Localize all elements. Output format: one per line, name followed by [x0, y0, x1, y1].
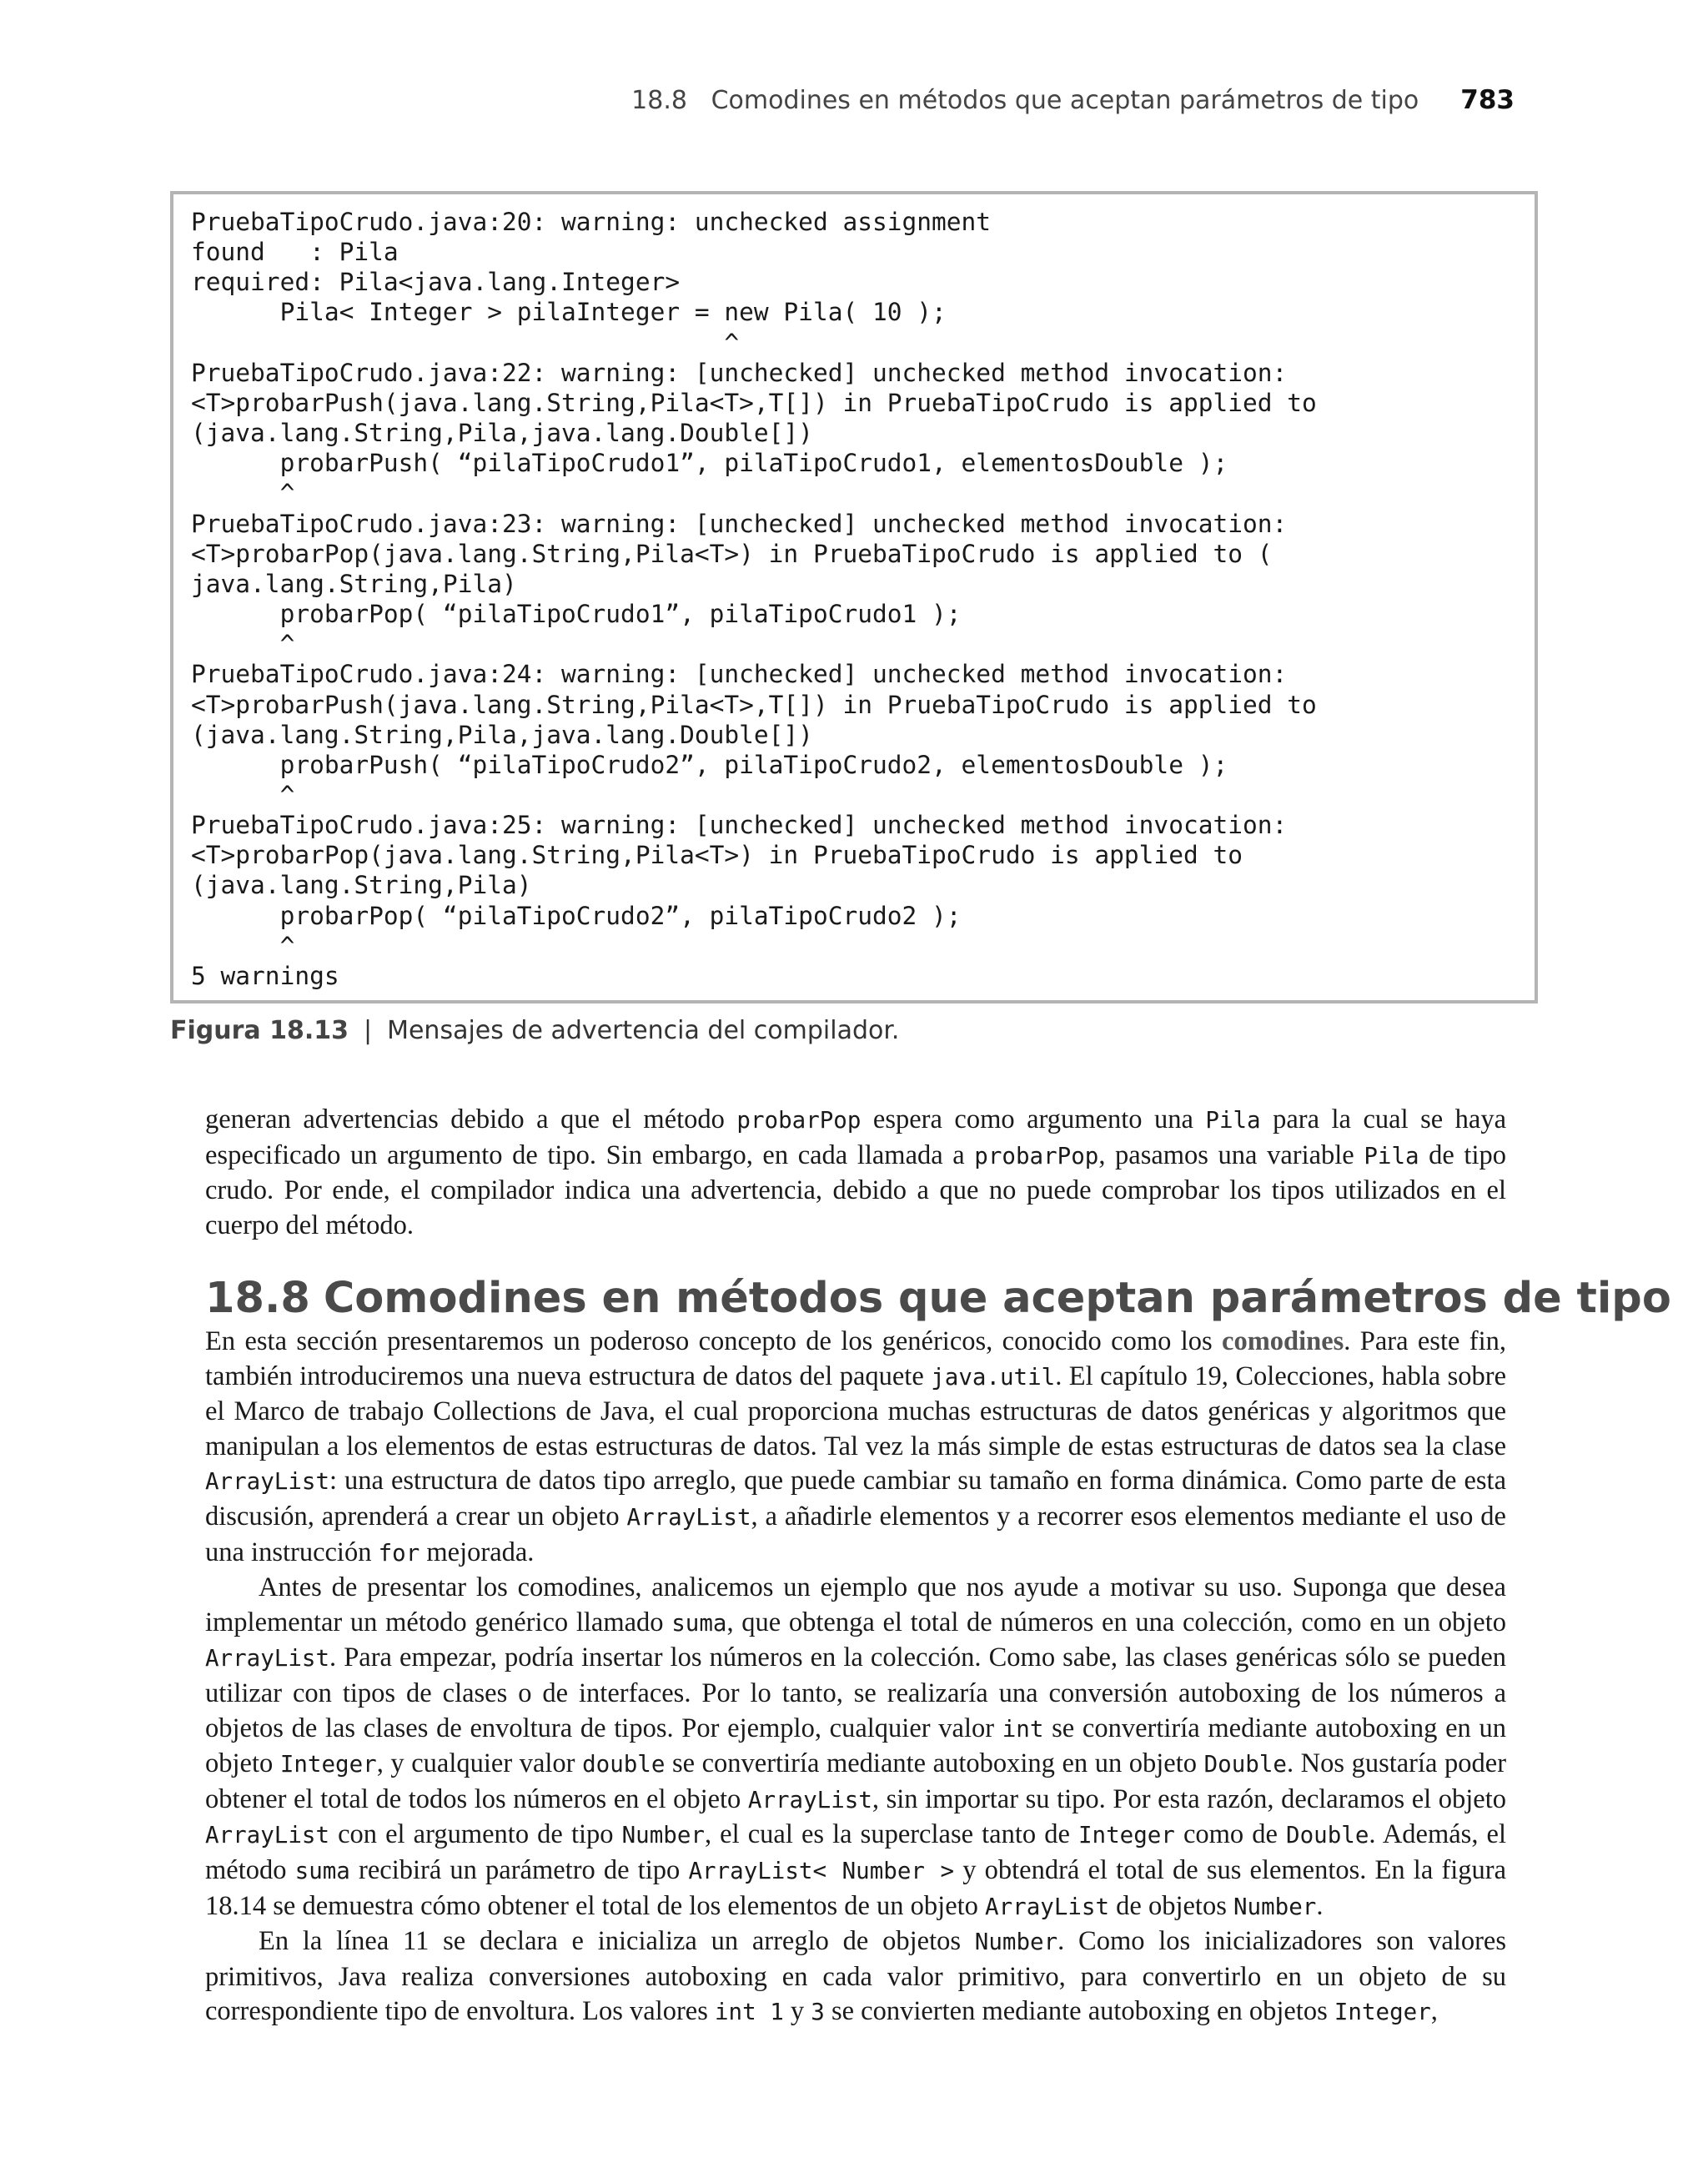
code-run: Number [974, 1929, 1058, 1956]
code-run: 3 [811, 1999, 825, 2026]
text-run: con el argumento de tipo [329, 1819, 622, 1850]
code-run: Integer [1078, 1822, 1175, 1849]
code-run: ArrayList [985, 1893, 1110, 1920]
text-run: y obtendrá el total de sus elementos. En la figura 18.14 se demuestra cómo obtener el total de los elementos de un objeto [205, 1854, 1507, 1921]
caption-separator: | [363, 1016, 373, 1045]
running-head-title: 18.8 Comodines en métodos que aceptan parámetros de tipo [631, 86, 1419, 115]
code-run: suma [294, 1857, 350, 1884]
text-run: . Además, el método [205, 1819, 1506, 1885]
code-run: for [378, 1539, 420, 1567]
section-number: 18.8 [205, 1274, 310, 1323]
text-run: , el cual es la superclase tanto de [704, 1819, 1078, 1850]
text-run: . El capítulo 19, Colecciones, habla sobre el Marco de trabajo Collections de Java, el cual proporciona muchas estructuras de datos genéricas y algoritmos que manipulan a los elementos de estas estructuras de datos. Tal vez la más simple de estas estructuras de datos sea la clase [205, 1361, 1507, 1461]
code-run: probarPop [736, 1107, 862, 1134]
compiler-output-code: PruebaTipoCrudo.java:20: warning: unchecked assignment found : Pila required: Pila<java.lang.Integer> Pila< Integer > pilaInteger = new Pila( 10 ); ^ PruebaTipoCrudo.java:22: warning: [unchecked] unchecked method invocation: <T>probarPush(java.lang.String,Pila<T>,T[]) in PruebaTipoCrudo is applied to (java.lang.String,Pila,java.lang.Double[]) probarPush( “pilaTipoCrudo1”, pilaTipoCrudo1, elementosDouble ); ^ PruebaTipoCrudo.java:23: warning: [unchecked] unchecked method invocation: <T>probarPop(java.lang.String,Pila<T>) in PruebaTipoCrudo is applied to ( java.lang.String,Pila) probarPop( “pilaTipoCrudo1”, pilaTipoCrudo1 ); ^ PruebaTipoCrudo.java:24: warning: [unchecked] unchecked method invocation: <T>probarPush(java.lang.String,Pila<T>,T[]) in PruebaTipoCrudo is applied to (java.lang.String,Pila,java.lang.Double[]) probarPush( “pilaTipoCrudo2”, pilaTipoCrudo2, elementosDouble ); ^ PruebaTipoCrudo.java:25: warning: [unchecked] unchecked method invocation: <T>probarPop(java.lang.String,Pila<T>) in PruebaTipoCrudo is applied to (java.lang.String,Pila) probarPop( “pilaTipoCrudo2”, pilaTipoCrudo2 ); ^ 5 warnings [191, 208, 1317, 990]
text-run: En la línea 11 se declara e inicializa un arreglo de objetos [259, 1926, 975, 1957]
code-run: int [1002, 1715, 1044, 1743]
text-run: se convierten mediante autoboxing en objetos [824, 1996, 1334, 2027]
code-run: ArrayList [205, 1822, 330, 1849]
code-run: ArrayList [205, 1468, 330, 1496]
paragraph-line-11 [205, 1924, 1506, 2030]
text-run: . Nos gustaría poder obtener el total de todos los números en el objeto [205, 1748, 1507, 1814]
key-term: comodines [1222, 1326, 1344, 1356]
code-run: Double [1203, 1751, 1287, 1778]
text-run: En esta sección presentaremos un poderoso concepto de los genéricos, conocido como los [205, 1326, 1223, 1356]
code-run: probarPop [974, 1142, 1099, 1169]
figure-label: Figura 18.13 [170, 1016, 349, 1045]
text-run: . Para empezar, podría insertar los números en la colección. Como sabe, las clases genéricas sólo se pueden utilizar con tipos de clases o de interfaces. Por lo tanto, se realizaría una conversión autoboxing de los números a objetos de las clases de envoltura de tipos. Por ejemplo, cualquier valor [205, 1642, 1506, 1743]
paragraph-intro [205, 1325, 1506, 1571]
text-run: . Para este fin, también introduciremos una nueva estructura de datos del paquete [205, 1326, 1506, 1391]
code-run: suma [671, 1609, 727, 1637]
text-run: : una estructura de datos tipo arreglo, que puede cambiar su tamaño en forma dinámica. Como parte de esta discusión, aprenderá a crear un objeto [205, 1466, 1506, 1532]
text-run: de tipo crudo. Por ende, el compilador indica una advertencia, debido a que no puede comprobar los tipos utilizados en el cuerpo del método. [205, 1139, 1506, 1240]
section-heading [205, 1274, 1671, 1323]
text-run: y [783, 1996, 811, 2027]
caption-text: Mensajes de advertencia del compilador. [387, 1016, 900, 1045]
text-run: se convertiría mediante autoboxing en un objeto [205, 1713, 1506, 1779]
code-run: ArrayList [205, 1645, 330, 1672]
text-run: espera como argumento una [861, 1104, 1206, 1134]
code-run: Pila [1364, 1142, 1419, 1169]
code-run: ArrayList [747, 1786, 872, 1813]
text-run: se convertiría mediante autoboxing en un objeto [665, 1748, 1204, 1779]
text-run: , pasamos una variable [1098, 1139, 1364, 1170]
code-run: Number [1233, 1893, 1317, 1920]
section-title: Comodines en métodos que aceptan parámetros de tipo [323, 1274, 1671, 1323]
text-run: , a añadirle elementos y a recorrer esos elementos mediante el uso de una instrucción [205, 1501, 1506, 1567]
text-run: de objetos [1109, 1890, 1233, 1921]
code-run: Integer [279, 1751, 377, 1778]
text-run: , sin importar su tipo. Por esta razón, declaramos el objeto [872, 1783, 1506, 1814]
code-run: Integer [1334, 1999, 1431, 2026]
code-run: ArrayList< Number > [688, 1857, 955, 1884]
text-run: recibirá un parámetro de tipo [349, 1854, 689, 1885]
text-run: mejorada. [419, 1537, 535, 1567]
code-run: ArrayList [626, 1503, 751, 1531]
code-run: Pila [1205, 1107, 1261, 1134]
text-run: como de [1174, 1819, 1287, 1850]
text-run: , que obtenga el total de números en una colección, como en un objeto [726, 1607, 1506, 1637]
section-body [205, 1325, 1506, 2030]
text-run: . [1316, 1890, 1324, 1921]
text-run: . Como los inicializadores son valores primitivos, Java realiza conversiones autoboxing en cada valor primitivo, para convertirlo en un objeto de su correspondiente tipo de envoltura. Los valores [205, 1926, 1506, 2027]
figure-caption [170, 1016, 899, 1045]
code-run: int 1 [715, 1999, 784, 2026]
text-run: Antes de presentar los comodines, analicemos un ejemplo que nos ayude a motivar su uso. Suponga que desea implementar un método genérico llamado [205, 1572, 1506, 1637]
page-number: 783 [1460, 85, 1515, 115]
paragraph-warnings-explanation [205, 1103, 1506, 1243]
code-listing-box [170, 191, 1538, 1003]
code-run: java.util [931, 1363, 1056, 1391]
text-run: , y cualquier valor [376, 1748, 583, 1779]
text-run: , [1430, 1996, 1438, 2027]
code-run: Double [1286, 1822, 1369, 1849]
running-head [631, 85, 1515, 115]
code-run: Number [621, 1822, 705, 1849]
code-run: double [582, 1751, 666, 1778]
paragraph-wildcards-motivation [205, 1571, 1506, 1924]
text-run: para la cual se haya especificado un argumento de tipo. Sin embargo, en cada llamada a [205, 1104, 1506, 1170]
text-run: generan advertencias debido a que el método [205, 1104, 737, 1134]
